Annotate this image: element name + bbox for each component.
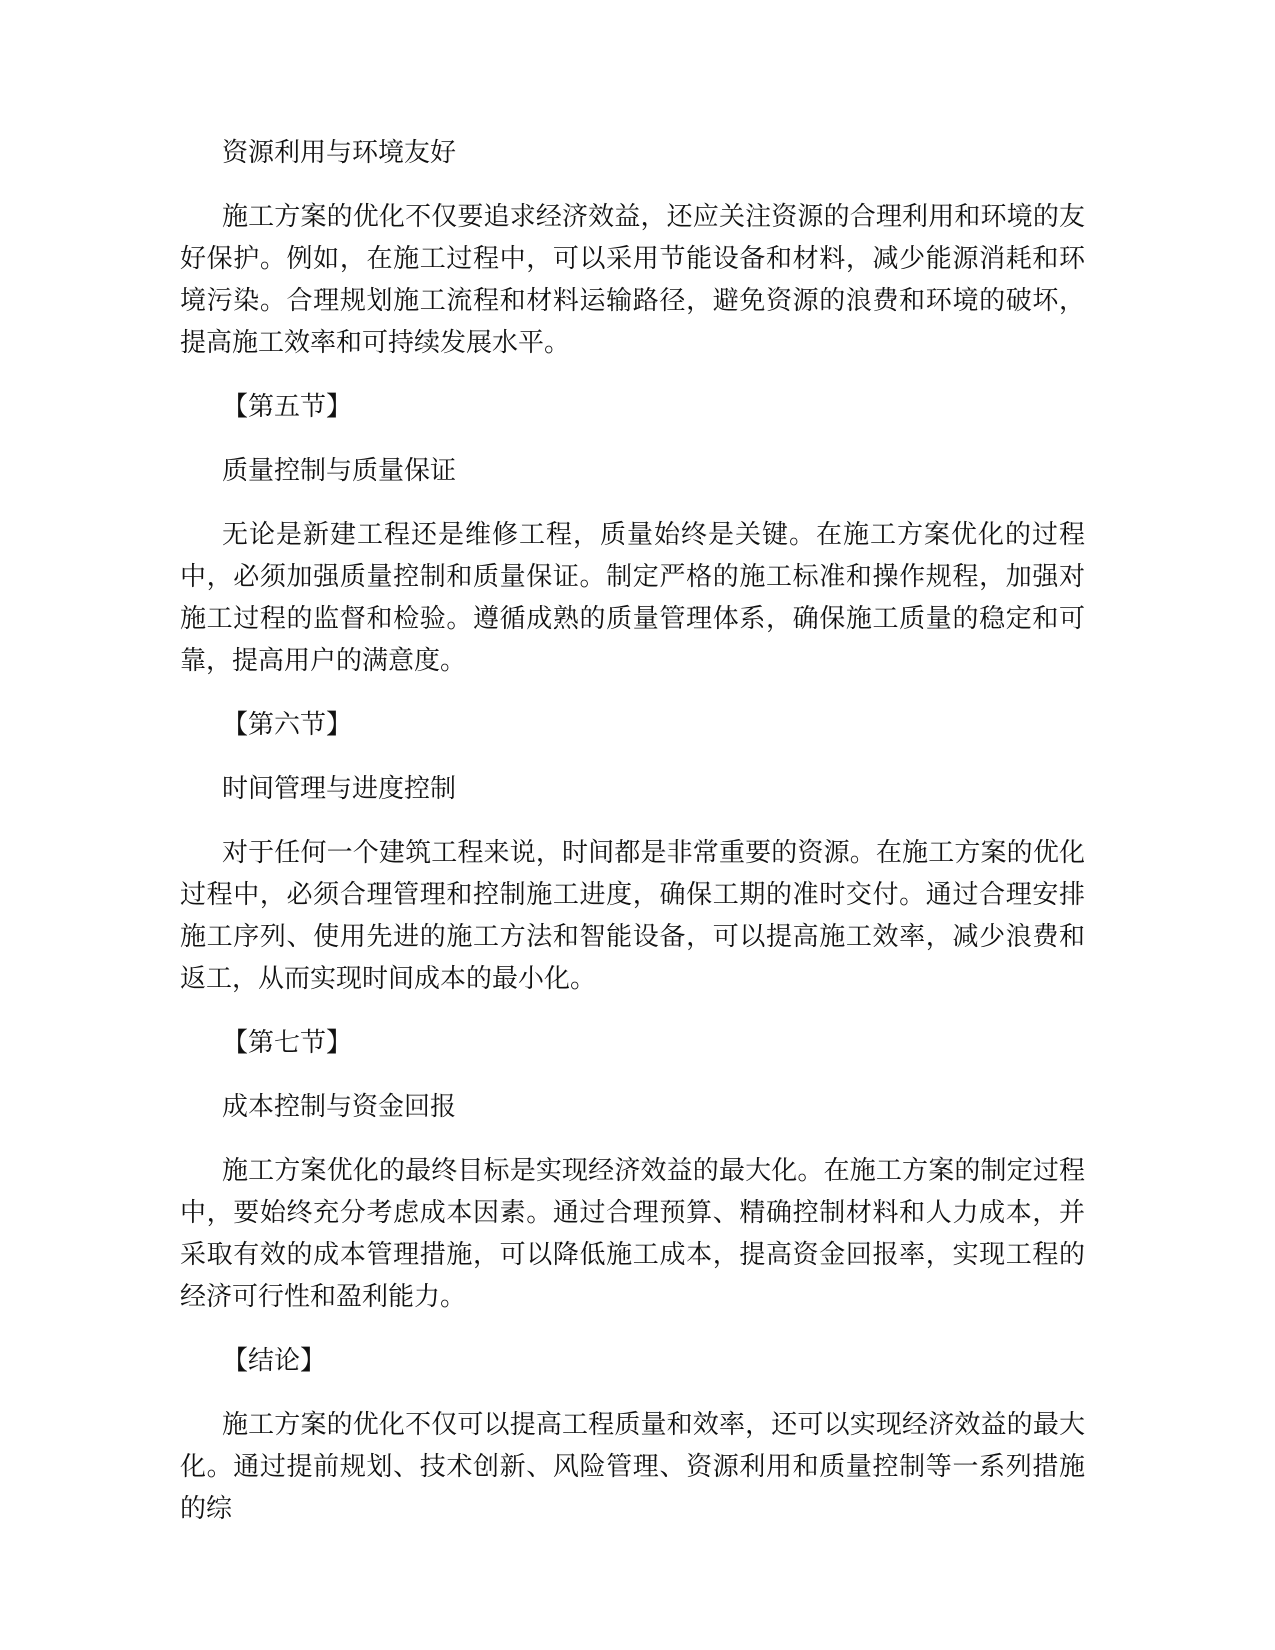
section-heading-time: 时间管理与进度控制 [222,774,457,804]
section-heading-quality: 质量控制与质量保证 [222,456,457,486]
paragraph-quality: 无论是新建工程还是维修工程，质量始终是关键。在施工方案优化的过程中，必须加强质量控制和质量保证。制定严格的施工标准和操作规程，加强对施工过程的监督和检验。遵循成熟的质量管理体系，确保施工质量的稳定和可靠，提高用户的满意度。 [180,520,1085,676]
section-label-7: 【第七节】 [222,1028,353,1058]
paragraph-resource: 施工方案的优化不仅要追求经济效益，还应关注资源的合理利用和环境的友好保护。例如，在施工过程中，可以采用节能设备和材料，减少能源消耗和环境污染。合理规划施工流程和材料运输路径，避免资源的浪费和环境的破坏，提高施工效率和可持续发展水平。 [180,202,1085,358]
paragraph-time: 对于任何一个建筑工程来说，时间都是非常重要的资源。在施工方案的优化过程中，必须合理管理和控制施工进度，确保工期的准时交付。通过合理安排施工序列、使用先进的施工方法和智能设备，可以提高施工效率，减少浪费和返工，从而实现时间成本的最小化。 [180,838,1085,994]
section-label-6: 【第六节】 [222,710,353,740]
section-label-conclusion: 【结论】 [222,1346,327,1376]
paragraph-conclusion: 施工方案的优化不仅可以提高工程质量和效率，还可以实现经济效益的最大化。通过提前规划、技术创新、风险管理、资源利用和质量控制等一系列措施的综 [180,1410,1085,1524]
paragraph-cost: 施工方案优化的最终目标是实现经济效益的最大化。在施工方案的制定过程中，要始终充分考虑成本因素。通过合理预算、精确控制材料和人力成本，并采取有效的成本管理措施，可以降低施工成本，提高资金回报率，实现工程的经济可行性和盈利能力。 [180,1156,1085,1312]
section-heading-resource: 资源利用与环境友好 [222,138,457,168]
section-heading-cost: 成本控制与资金回报 [222,1092,457,1122]
section-label-5: 【第五节】 [222,392,353,422]
document-page [180,132,1085,1552]
